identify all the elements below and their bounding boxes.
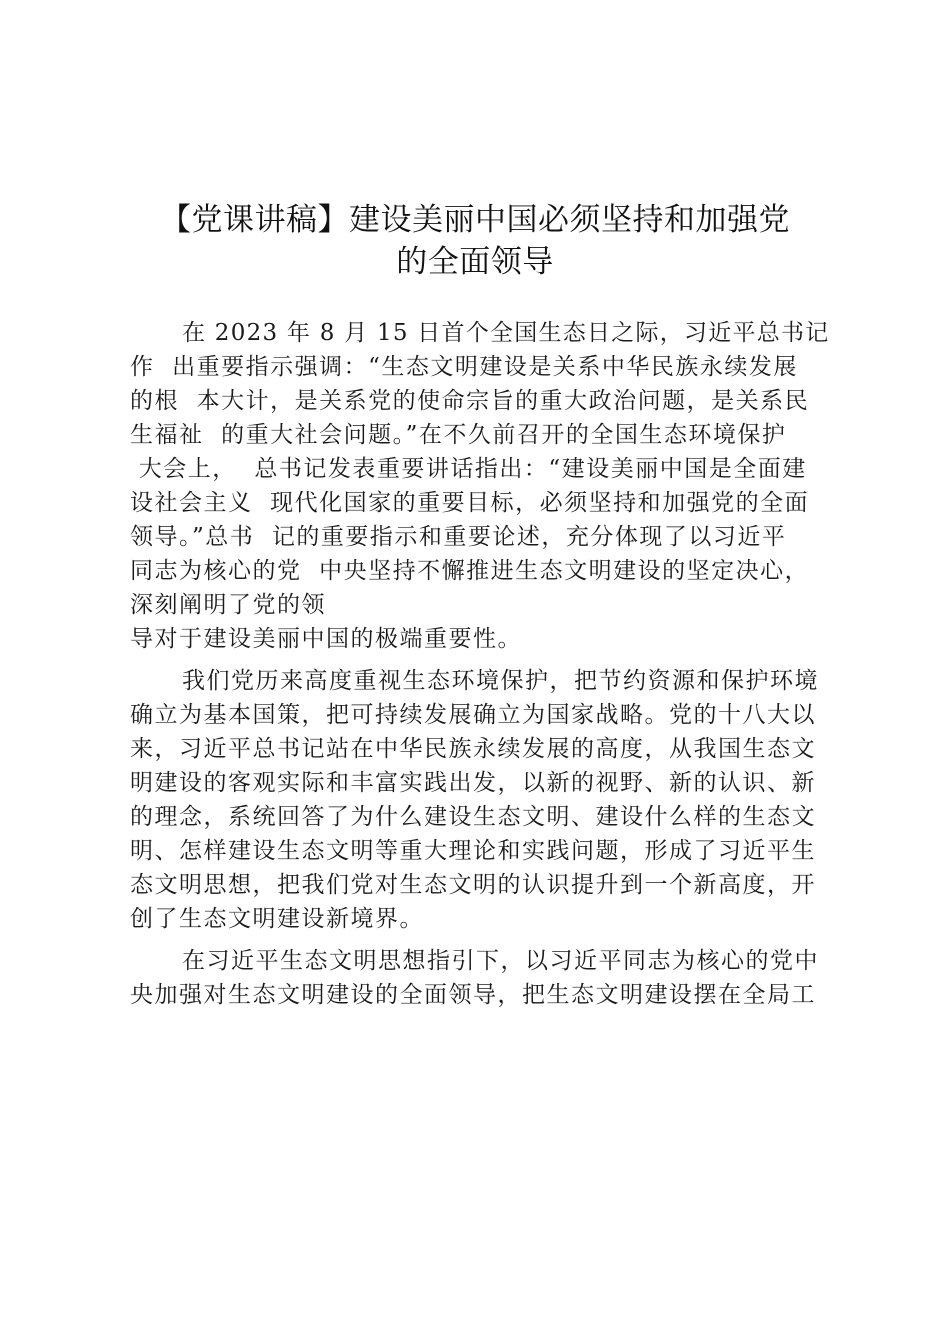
paragraph-line: 设社会主义 现代化国家的重要目标，必须坚持和加强党的全面 (130, 490, 810, 516)
paragraph-line: 的根 本大计，是关系党的使命宗旨的重大政治问题，是关系民 (130, 388, 810, 414)
document-body (130, 316, 830, 1012)
title-line-2: 的全面领导 (396, 243, 554, 280)
paragraph-spacer (130, 936, 830, 944)
paragraph-line: 态文明思想，把我们党对生态文明的认识提升到一个新高度，开 (130, 872, 816, 898)
paragraph-line: 领导。”总书 记的重要指示和重要论述，充分体现了以习近平 (130, 524, 787, 550)
paragraph-line: 我们党历来高度重视生态环境保护，把节约资源和保护环境 (182, 668, 819, 694)
paragraph-line: 明、怎样建设生态文明等重大理论和实践问题，形成了习近平生 (130, 838, 816, 864)
paragraph-line: 生福祉 的重大社会问题。”在不久前召开的全国生态环境保护 (130, 422, 787, 448)
paragraph-line: 大会上， 总书记发表重要讲话指出：“建设美丽中国是全面建 (130, 456, 807, 482)
paragraph-line: 导对于建设美丽中国的极端重要性。 (130, 626, 522, 652)
paragraph-line: 在 2023 年 8 月 15 日首个全国生态日之际，习近平总书记 (182, 320, 830, 346)
paragraph-line: 创了生态文明建设新境界。 (130, 906, 424, 932)
paragraph-line: 来，习近平总书记站在中华民族永续发展的高度，从我国生态文 (130, 736, 816, 762)
paragraph-line: 在习近平生态文明思想指引下，以习近平同志为核心的党中 (182, 948, 819, 974)
paragraph-line: 的理念，系统回答了为什么建设生态文明、建设什么样的生态文 (130, 804, 816, 830)
paragraph-spacer (130, 656, 830, 664)
title-line-1: 【党课讲稿】建设美丽中国必须坚持和加强党 (160, 201, 790, 238)
paragraph-line: 明建设的客观实际和丰富实践出发，以新的视野、新的认识、新 (130, 770, 816, 796)
paragraph-3 (130, 944, 830, 1012)
document-title (110, 199, 840, 283)
paragraph-line: 作 出重要指示强调：“生态文明建设是关系中华民族永续发展 (130, 354, 798, 380)
paragraph-line: 央加强对生态文明建设的全面领导，把生态文明建设摆在全局工 (130, 982, 816, 1008)
paragraph-1 (130, 316, 830, 656)
paragraph-line: 同志为核心的党 中央坚持不懈推进生态文明建设的坚定决心， (130, 558, 810, 584)
paragraph-2 (130, 664, 830, 936)
paragraph-line: 确立为基本国策，把可持续发展确立为国家战略。党的十八大以 (130, 702, 816, 728)
paragraph-line: 深刻阐明了党的领 (130, 592, 326, 618)
